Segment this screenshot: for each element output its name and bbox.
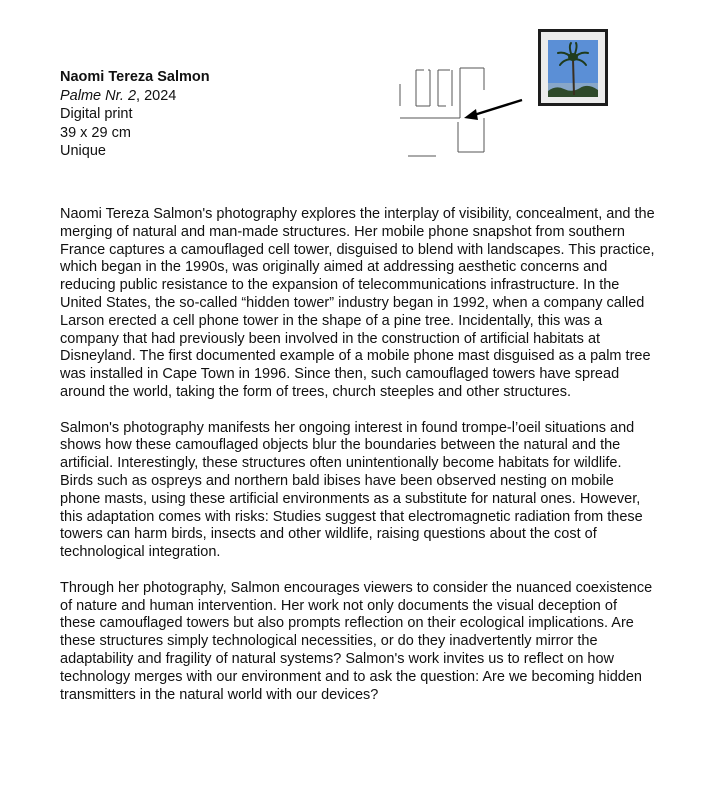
essay-paragraph-1: Naomi Tereza Salmon's photography explores the interplay of visibility, concealment, and the merging of natural and man-made structures. Her mobile phone snapshot from southern France captures a camouflaged cell tower, disguised to blend with landscapes. This practice, which began in the 1990s, was originally aimed at addressing aesthetic concerns and reducing public resistance to the expansion of telecommunications infrastructure. In the United States, the so-called “hidden tower” industry began in 1992, when a company called Larson erected a cell phone tower in the shape of a pine tree. Incidentally, this was a company that had previously been involved in the construction of artificial habitats at Disneyland. The first documented example of a mobile phone mast disguised as a palm tree was installed in Cape Town in 1996. Since then, such camouflaged towers have spread around the world, taking the form of trees, church steeples and other structures. — [60, 206, 655, 400]
artwork-dimensions: 39 x 29 cm — [60, 124, 131, 141]
artwork-title: Palme Nr. 2 — [60, 87, 137, 104]
framed-palm-photo-thumbnail — [538, 29, 608, 106]
essay-text — [60, 206, 656, 722]
artwork-year: , 2024 — [136, 87, 177, 104]
artwork-medium: Digital print — [60, 106, 133, 122]
floorplan-diagram-icon — [392, 62, 528, 160]
artist-name: Naomi Tereza Salmon — [60, 69, 210, 85]
essay-paragraph-2: Salmon's photography manifests her ongoing interest in found trompe-l’oeil situations and shows how these camouflaged objects blur the boundaries between the natural and the artificial. Interestingly, these structures often unintentionally become habitats for wildlife. Birds such as ospreys and northern bald ibises have been observed nesting on mobile phone masts, using these artificial environments as a substitute for natural ones. However, this adaptation comes with risks: Studies suggest that electromagnetic radiation from these towers can harm birds, insects and other wildlife, raising questions about the cost of technological integration. — [60, 419, 643, 561]
artwork-info — [60, 68, 210, 161]
title-line — [60, 87, 210, 106]
artwork-edition: Unique — [60, 143, 106, 159]
essay-paragraph-3: Through her photography, Salmon encourages viewers to consider the nuanced coexistence of nature and human intervention. Her work not only documents the visual deception of these camouflaged towers but also prompts reflection on their ecological implications. Are these structures simply technological necessities, or do they inadvertently mirror the adaptability and fragility of natural systems? Salmon's work invites us to reflect on how technology merges with our environment and to ask the question: Are we becoming hidden transmitters in the natural world with our devices? — [60, 579, 653, 703]
